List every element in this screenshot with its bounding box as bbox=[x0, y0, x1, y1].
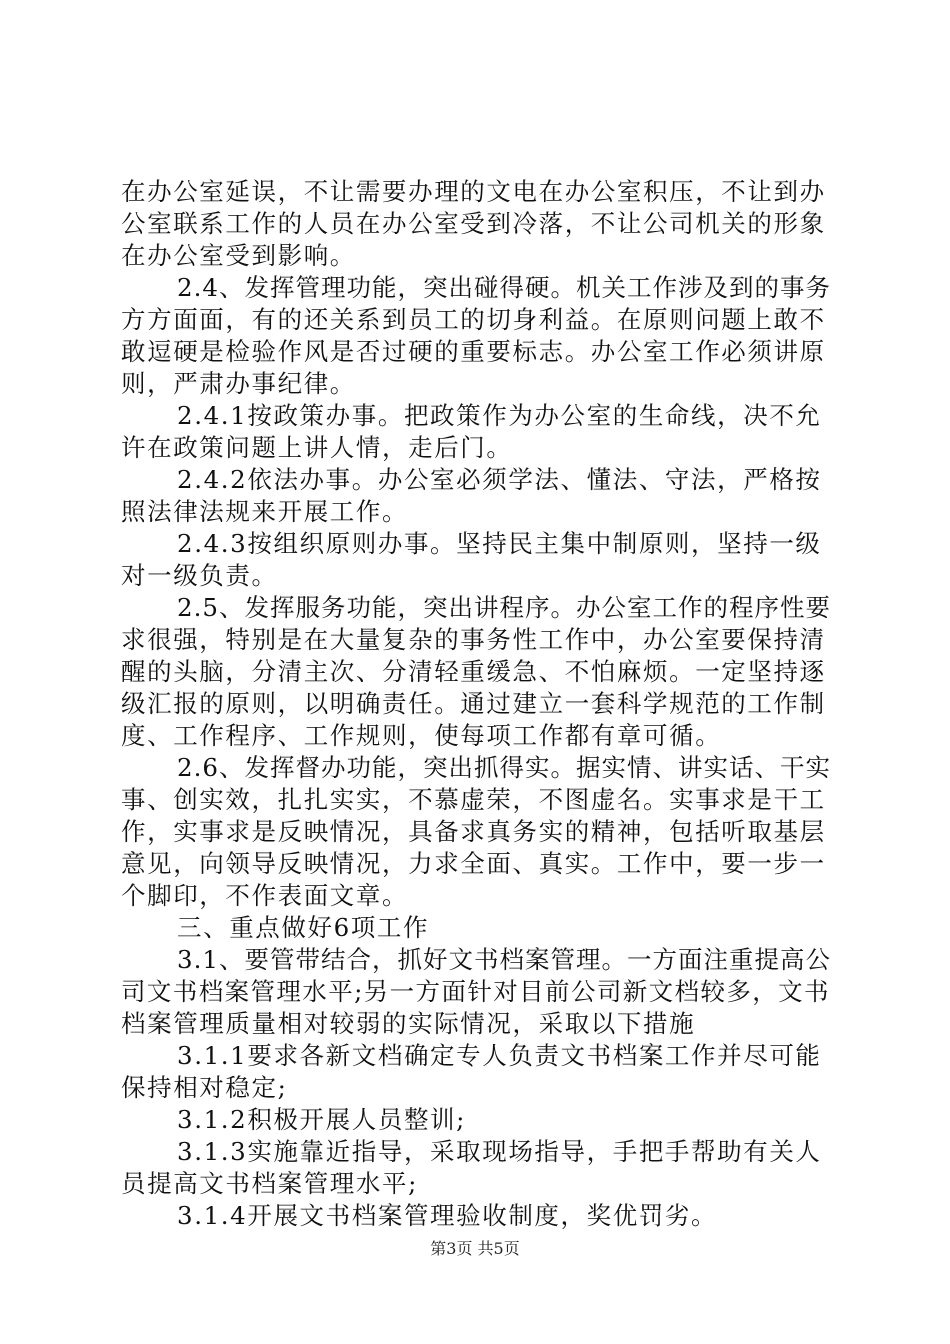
text-line: 作，实事求是反映情况，具备求真务实的精神，包括听取基层 bbox=[121, 817, 826, 846]
text-line: 2.4.2依法办事。办公室必须学法、懂法、守法，严格按 bbox=[177, 465, 822, 494]
text-line: 2.4.3按组织原则办事。坚持民主集中制原则，坚持一级 bbox=[177, 529, 822, 558]
text-line: 2.4、发挥管理功能，突出碰得硬。机关工作涉及到的事务 bbox=[177, 273, 831, 302]
text-line: 则，严肃办事纪律。 bbox=[121, 369, 356, 398]
text-line: 意见，向领导反映情况，力求全面、真实。工作中，要一步一 bbox=[121, 849, 826, 878]
text-line: 3.1.3实施靠近指导，采取现场指导，手把手帮助有关人 bbox=[177, 1137, 822, 1166]
text-line: 3.1.2积极开展人员整训; bbox=[177, 1105, 466, 1134]
text-line: 许在政策问题上讲人情，走后门。 bbox=[121, 433, 513, 462]
text-line: 求很强，特别是在大量复杂的事务性工作中，办公室要保持清 bbox=[121, 625, 826, 654]
text-line: 3.1、要管带结合，抓好文书档案管理。一方面注重提高公 bbox=[177, 945, 831, 974]
text-line: 2.4.1按政策办事。把政策作为办公室的生命线，决不允 bbox=[177, 401, 822, 430]
text-line: 保持相对稳定; bbox=[121, 1073, 288, 1102]
text-line: 醒的头脑，分清主次、分清轻重缓急、不怕麻烦。一定坚持逐 bbox=[121, 657, 826, 686]
text-line: 对一级负责。 bbox=[121, 561, 278, 590]
text-line: 在办公室受到影响。 bbox=[121, 241, 356, 270]
text-line: 度、工作程序、工作规则，使每项工作都有章可循。 bbox=[121, 721, 722, 750]
text-line: 事、创实效，扎扎实实，不慕虚荣，不图虚名。实事求是干工 bbox=[121, 785, 826, 814]
text-line: 员提高文书档案管理水平; bbox=[121, 1169, 418, 1198]
text-line: 3.1.4开展文书档案管理验收制度，奖优罚劣。 bbox=[177, 1201, 718, 1230]
text-line: 照法律法规来开展工作。 bbox=[121, 497, 409, 526]
page-footer: 第3页 共5页 bbox=[430, 1239, 520, 1258]
text-line: 在办公室延误，不让需要办理的文电在办公室积压，不让到办 bbox=[121, 177, 826, 206]
text-line: 敢逗硬是检验作风是否过硬的重要标志。办公室工作必须讲原 bbox=[121, 337, 826, 366]
document-body bbox=[121, 176, 833, 1232]
text-line: 司文书档案管理水平;另一方面针对目前公司新文档较多，文书 bbox=[121, 977, 830, 1006]
text-line: 方方面面，有的还关系到员工的切身利益。在原则问题上敢不 bbox=[121, 305, 826, 334]
text-line: 2.6、发挥督办功能，突出抓得实。据实情、讲实话、干实 bbox=[177, 753, 831, 782]
text-line: 个脚印，不作表面文章。 bbox=[121, 881, 409, 910]
text-line: 三、重点做好6项工作 bbox=[177, 913, 430, 942]
text-line: 公室联系工作的人员在办公室受到冷落，不让公司机关的形象 bbox=[121, 209, 826, 238]
text-line: 级汇报的原则，以明确责任。通过建立一套科学规范的工作制 bbox=[121, 689, 826, 718]
text-line: 3.1.1要求各新文档确定专人负责文书档案工作并尽可能 bbox=[177, 1041, 822, 1070]
text-line: 2.5、发挥服务功能，突出讲程序。办公室工作的程序性要 bbox=[177, 593, 831, 622]
text-line: 档案管理质量相对较弱的实际情况，采取以下措施 bbox=[121, 1009, 696, 1038]
